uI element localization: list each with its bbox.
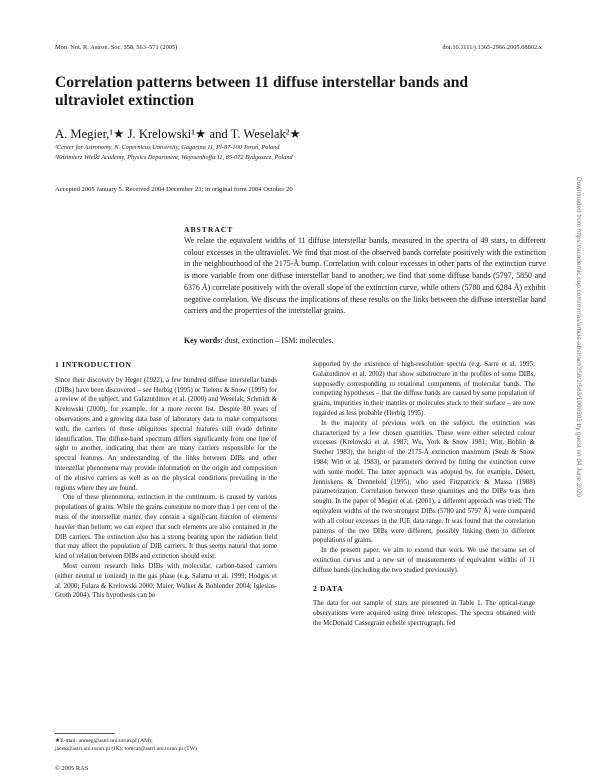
paragraph: In the present paper, we aim to extend that work. We use the same set of extinction curves and a new set of measurements of equivalent widths of 11 diffuse bands (including the two studied previously).	[313, 547, 535, 574]
abstract-heading: ABSTRACT	[184, 225, 234, 234]
footnote-line: jacek@astri.uni.torun.pl (JK); tomcat@astri.uni.torun.pl (TW)	[55, 746, 198, 752]
section-heading-introduction: 1 INTRODUCTION	[55, 360, 132, 369]
right-column	[313, 360, 535, 629]
footnote-divider	[55, 733, 115, 734]
affiliation-1: ¹Center for Astronomy, N. Copernicus University, Gagarina 11, Pl-87-100 Toruń, Poland	[55, 144, 280, 151]
copyright: © 2005 RAS	[55, 765, 89, 772]
keywords	[184, 336, 546, 345]
download-watermark	[572, 177, 584, 597]
paragraph: In the majority of previous work on the subject, the extinction was characterized by a few chosen quantities. These were either selected colour excesses (Krelowski et al. 1987; Wu, York & Snow 1981; Witt, Bohlin & Stecher 1983), the height of the 2175-Å extinction maximum (Seab & Snow 1984; Witt et al. 1983), or parameters derived by fitting the extinction curve with some model. The latter approach was adopted by, for example, Désert, Jenniskens & Dennefeld (1995), who used Fitzpatrick & Massa (1988) parametrization. Correlation between these quantities and the DIBs was then sought. In the paper of Megier et al. (2001), a different approach was tried. The equivalent widths of the two strongest DIBs (5780 and 5797 Å) were compared with all colour excesses in the IUE data range. It was found that the correlation patterns of the two DIBs were different, possibly linking them to different populations of grains.	[313, 419, 535, 545]
footnote-emails	[55, 737, 285, 753]
paragraph: One of these phenomena, extinction in the continuum, is caused by various populations of grains. While the grains constitute no more than 1 per cent of the mass of the interstellar matter, they contain a significant fraction of elements heavier than helium; we can expect that such elements are also contained in the DIB carriers. The extinction also has a strong bearing upon the radiation field that may affect the population of DIB carriers. It thus seems natural that some kind of relation between DIBs and extinction should exist.	[55, 494, 277, 561]
paragraph: Most current research links DIBs with molecular, carbon-based carriers (either neutral or ionized) in the gas phase (e.g. Salama et al. 1999; Hodges et al. 2000; Fulara & Krelowski 2000; Maier, Walker & Bohlender 2004; Iglesias-Groth 2004). This hypothesis can be	[55, 562, 277, 600]
affiliations	[55, 143, 535, 162]
accepted-dates: Accepted 2005 January 5. Received 2004 December 23; in original form 2004 October 20	[55, 186, 293, 193]
paragraph: supported by the existence of high-resolution spectra (e.g. Sarre et al. 1995; Galazutdinov et al. 2002) that show substructure in the profiles of some DIBs, supposedly corresponding to rotational components of molecular bands. The competing hypotheses – that the diffuse bands are caused by some population of grains, impurities in their mantles or molecules stuck to their surface – are now regarded as less probable (Herbig 1995).	[313, 361, 535, 417]
affiliation-2: ²Kazimierz Wielki Academy, Physics Department, Weyssenhoffa 11, 85-072 Bydgoszcz, Poland	[55, 153, 293, 161]
left-column	[55, 360, 277, 601]
running-header-doi[interactable]: doi:10.1111/j.1365-2966.2005.08802.x	[442, 44, 542, 51]
paragraph: Since their discovery by Heger (1922), a few hundred diffuse interstellar bands (DIBs) have been discovered – see Herbig (1995) or Tielens & Snow (1995) for a review of the subject, and Galazutdinov et al. (2000) and Weselak, Schmidt & Krelowski (2000), for example, for a more recent list. Despite 80 years of observations and a growing data base of laboratory data to make comparisons with, the carriers of those ubiquitous spectral features still evade definite identification. The diffuse-band spectrum differs significantly from one line of sight to another, indicating that there are many carriers responsible for the spectral features. An understanding of the links between DIBs and other interstellar phenomena may provide information on the origin and composition of the elusive carriers as well as on the physical conditions prevailing in the regions where they are found.	[55, 376, 277, 492]
keywords-text: dust, extinction – ISM: molecules.	[224, 336, 334, 345]
paper-title: Correlation patterns between 11 diffuse interstellar bands and ultraviolet extinction	[55, 74, 469, 109]
download-watermark-text: Downloaded from https://academic.oup.com/mnras/article-abstract/358/2/563/1000303 by guest on 04 June 2020	[575, 177, 582, 498]
footnote-line: ★E-mail: anmeg@astri.uni.torun.pl (AM);	[55, 738, 153, 744]
author-list: A. Megier,¹★ J. Krelowski¹★ and T. Weselak²★	[55, 127, 301, 141]
running-header-journal: Mon. Not. R. Astron. Soc. 358, 563–571 (2005)	[55, 44, 178, 51]
abstract-text: We relate the equivalent widths of 11 diffuse interstellar bands, measured in the spectra of 49 stars, to different colour excesses in the ultraviolet. We find that most of the observed bands correlate positively with the extinction in the neighbourhood of the 2175-Å bump. Correlation with colour excesses in other parts of the extinction curve is more variable from one diffuse interstellar band to another; we find that some diffuse bands (5797, 5850 and 6376 Å) correlate positively with the overall slope of the extinction curve, while others (5780 and 6284 Å) exhibit negative correlation. We discuss the implications of these results on the links between the diffuse interstellar band carriers and the properties of the interstellar grains.	[184, 236, 546, 316]
paragraph: The data for our sample of stars are presented in Table 1. The optical-range observations were acquired using three telescopes. The spectra obtained with the McDonald Cassegrain echelle spectrograph, fed	[313, 600, 535, 627]
keywords-label: Key words:	[184, 336, 223, 345]
section-heading-data: 2 DATA	[313, 583, 344, 593]
